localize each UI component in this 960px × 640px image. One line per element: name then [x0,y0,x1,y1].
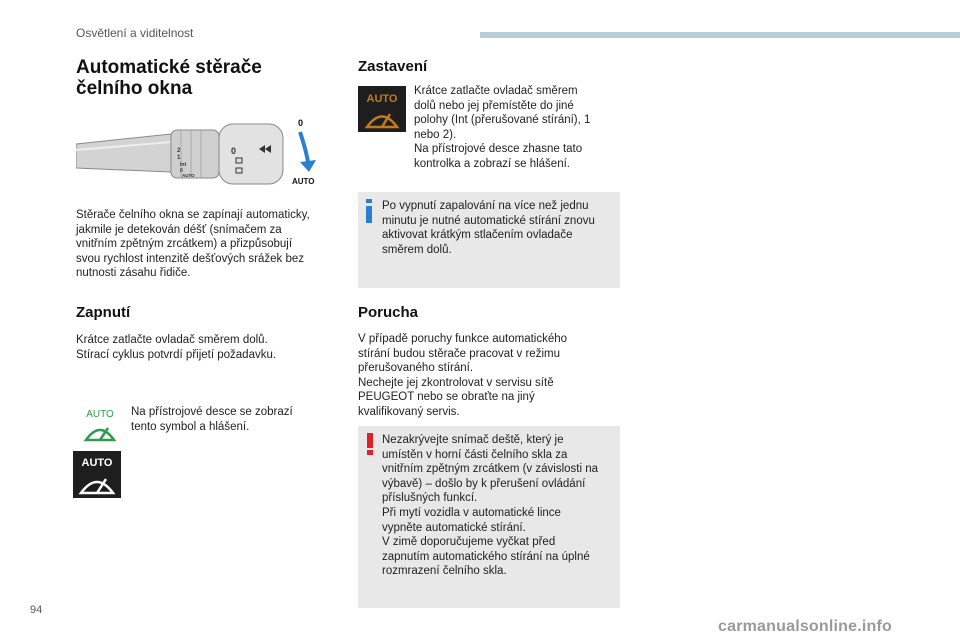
porucha-line: kvalifikovaný servis. [358,405,460,418]
porucha-paragraph [358,332,567,420]
porucha-line: přerušovaného stírání. [358,362,474,375]
info-line: Po vypnutí zapalování na více než jednu [382,200,589,212]
porucha-line: V případě poruchy funkce automatického [358,333,568,345]
zastaveni-line: polohy (Int (přerušované stírání), 1 [414,114,591,127]
wiper-stalk-icon [76,110,326,195]
zastaveni-line: dolů nebo jej přemístěte do jiné [414,99,574,112]
auto-wiper-white-icon [73,451,121,498]
warning-line: rozmrazení čelního skla. [382,565,507,578]
info-line: minutu je nutné automatické stírání znovu [382,214,595,227]
wiper-stalk-illustration [76,110,326,195]
info-line: aktivovat krátkým stlačením ovladače [382,229,573,242]
heading-zastaveni: Zastavení [358,58,428,75]
page-number: 94 [30,604,43,616]
auto-wiper-green-icon [80,406,120,446]
zapnuti-line: Stírací cyklus potvrdí přijetí požadavku. [76,348,277,361]
warning-line: zapnutím automatického stírání na úplné [382,550,590,563]
zapnuti-note [131,405,293,434]
stalk-arrow-label: AUTO [292,177,315,186]
warning-line: vnitřním zpětným zrcátkem (v závislosti na [382,463,599,476]
porucha-line: stírání budou stěrače pracovat v režimu [358,347,560,360]
warning-line: Nezakrývejte snímač deště, který je [382,434,564,446]
warning-line: umístěn v horní části čelního skla za [382,448,568,461]
info-icon [365,199,373,223]
info-line: směrem dolů. [382,243,452,256]
warning-line: V zimě doporučujeme vyčkat před [382,536,556,549]
intro-line: vnitřním zpětným zrcátkem) a přizpůsobují [76,238,293,251]
zapnuti-line: Krátce zatlačte ovladač směrem dolů. [76,334,268,346]
title-line: Automatické stěrače [76,57,262,78]
porucha-line: PEUGEOT nebo se obraťte na jiný [358,391,535,404]
intro-paragraph [76,208,310,281]
intro-line: Stěrače čelního okna se zapínají automaticky, [76,209,310,221]
auto-wiper-amber-icon [358,86,406,132]
icon-auto-text: AUTO [366,93,398,105]
stalk-auto-label: AUTO [182,173,195,178]
zastaveni-paragraph [414,84,590,172]
zapnuti-paragraph [76,333,276,362]
stalk-position-label: 1 [177,155,181,161]
page-title [76,57,262,99]
porucha-line: Nechejte jej zkontrolovat v servisu sítě [358,376,554,389]
intro-line: nutnosti zásahu řidiče. [76,267,191,280]
warning-paragraph [382,433,598,579]
stalk-position-label: Int [180,162,187,168]
zapnuti-note-line: Na přístrojové desce se zobrazí [131,406,293,418]
stalk-position-label: 2 [177,148,181,154]
info-paragraph [382,199,595,257]
stalk-position-label: 0 [180,168,183,174]
intro-line: svou rychlost intenzitě dešťových srážek bez [76,252,305,265]
intro-line: jakmile je detekován déšť (snímačem za [76,223,282,236]
zapnuti-note-line: tento symbol a hlášení. [131,420,250,433]
heading-zapnuti: Zapnutí [76,304,131,321]
zastaveni-line: nebo 2). [414,128,457,141]
watermark: carmanualsonline.info [718,618,893,635]
section-title: Osvětlení a viditelnost [76,26,194,40]
warning-line: příslušných funkcí. [382,492,478,505]
zastaveni-line: Na přístrojové desce zhasne tato [414,143,583,156]
warning-icon [366,433,374,455]
zastaveni-line: kontrolka a zobrazí se hlášení. [414,157,570,170]
warning-line: vypněte automatické stírání. [382,521,526,534]
zastaveni-line: Krátce zatlačte ovladač směrem [414,85,578,97]
stalk-end-mark: 0 [298,118,304,128]
warning-line: Při mytí vozidla v automatické lince [382,506,561,519]
heading-porucha: Porucha [358,304,419,321]
icon-auto-text: AUTO [86,409,114,420]
title-line: čelního okna [76,78,193,99]
header-bar [480,32,960,38]
icon-auto-text: AUTO [81,457,113,469]
svg-text:0: 0 [231,146,237,156]
warning-line: výbavě) – došlo by k přerušení ovládání [382,477,586,490]
